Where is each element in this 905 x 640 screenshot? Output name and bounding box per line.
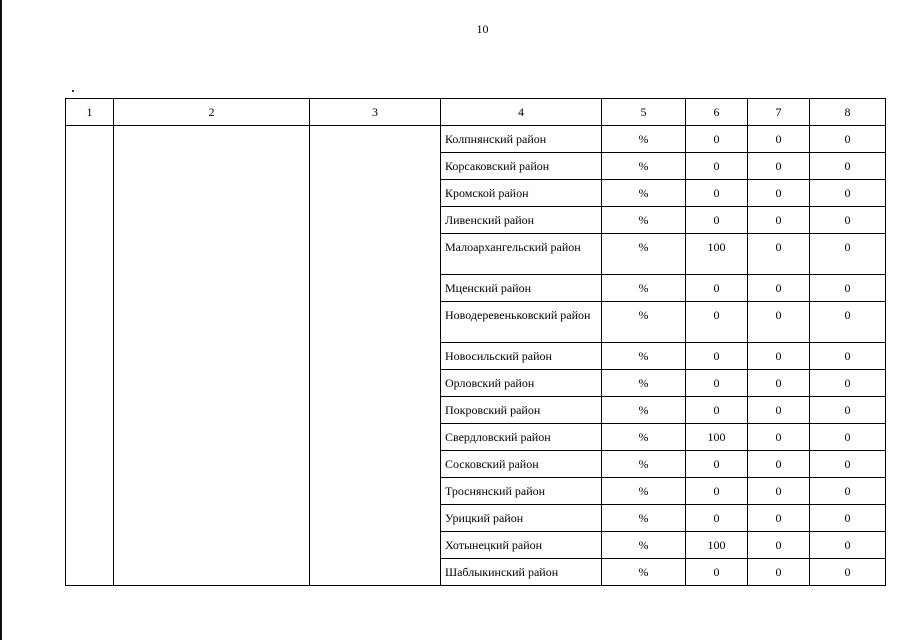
- value-col6: 0: [686, 478, 748, 505]
- value-col7: 0: [748, 559, 810, 586]
- value-col6: 0: [686, 397, 748, 424]
- district-name: Корсаковский район: [441, 153, 602, 180]
- unit-cell: %: [602, 370, 686, 397]
- value-col7: 0: [748, 397, 810, 424]
- value-col8: 0: [810, 153, 886, 180]
- value-col6: 0: [686, 153, 748, 180]
- value-col8: 0: [810, 343, 886, 370]
- col-header-1: 1: [66, 99, 114, 126]
- district-name: Урицкий район: [441, 505, 602, 532]
- district-name: Ливенский район: [441, 207, 602, 234]
- value-col7: 0: [748, 153, 810, 180]
- value-col7: 0: [748, 370, 810, 397]
- value-col6: 0: [686, 180, 748, 207]
- value-col6: 0: [686, 275, 748, 302]
- table-body: [66, 126, 886, 586]
- scan-dot: [72, 90, 74, 92]
- value-col8: 0: [810, 126, 886, 153]
- value-col8: 0: [810, 275, 886, 302]
- value-col6: 0: [686, 370, 748, 397]
- value-col7: 0: [748, 126, 810, 153]
- value-col6: 0: [686, 559, 748, 586]
- district-name: Новодеревеньковский район: [441, 302, 602, 343]
- district-name: Орловский район: [441, 370, 602, 397]
- district-name: Покровский район: [441, 397, 602, 424]
- unit-cell: %: [602, 126, 686, 153]
- district-name: Троснянский район: [441, 478, 602, 505]
- unit-cell: %: [602, 397, 686, 424]
- col-header-5: 5: [602, 99, 686, 126]
- value-col6: 0: [686, 207, 748, 234]
- unit-cell: %: [602, 424, 686, 451]
- value-col7: 0: [748, 207, 810, 234]
- unit-cell: %: [602, 451, 686, 478]
- col-header-6: 6: [686, 99, 748, 126]
- value-col8: 0: [810, 424, 886, 451]
- unit-cell: %: [602, 275, 686, 302]
- unit-cell: %: [602, 478, 686, 505]
- value-col8: 0: [810, 478, 886, 505]
- unit-cell: %: [602, 532, 686, 559]
- unit-cell: %: [602, 343, 686, 370]
- value-col8: 0: [810, 207, 886, 234]
- value-col6: 0: [686, 343, 748, 370]
- header-row: [66, 99, 886, 126]
- col-header-3: 3: [310, 99, 441, 126]
- col-header-4: 4: [441, 99, 602, 126]
- value-col6: 100: [686, 424, 748, 451]
- value-col8: 0: [810, 302, 886, 343]
- value-col8: 0: [810, 532, 886, 559]
- merged-cell-col2: [114, 126, 310, 586]
- value-col7: 0: [748, 275, 810, 302]
- district-name: Колпнянский район: [441, 126, 602, 153]
- value-col8: 0: [810, 505, 886, 532]
- district-name: Мценский район: [441, 275, 602, 302]
- district-table: [65, 98, 886, 586]
- col-header-7: 7: [748, 99, 810, 126]
- value-col7: 0: [748, 180, 810, 207]
- unit-cell: %: [602, 234, 686, 275]
- value-col7: 0: [748, 424, 810, 451]
- district-name: Свердловский район: [441, 424, 602, 451]
- scan-left-edge: [0, 0, 2, 640]
- value-col6: 100: [686, 234, 748, 275]
- value-col7: 0: [748, 451, 810, 478]
- value-col7: 0: [748, 302, 810, 343]
- value-col7: 0: [748, 532, 810, 559]
- table-row: [66, 126, 886, 153]
- value-col6: 0: [686, 451, 748, 478]
- value-col8: 0: [810, 370, 886, 397]
- page-number: 10: [476, 22, 489, 36]
- value-col7: 0: [748, 343, 810, 370]
- district-name: Новосильский район: [441, 343, 602, 370]
- value-col7: 0: [748, 478, 810, 505]
- merged-cell-col1: [66, 126, 114, 586]
- value-col6: 100: [686, 532, 748, 559]
- value-col8: 0: [810, 180, 886, 207]
- district-name: Хотынецкий район: [441, 532, 602, 559]
- value-col8: 0: [810, 234, 886, 275]
- value-col7: 0: [748, 234, 810, 275]
- district-name: Шаблыкинский район: [441, 559, 602, 586]
- unit-cell: %: [602, 153, 686, 180]
- unit-cell: %: [602, 505, 686, 532]
- district-name: Сосковский район: [441, 451, 602, 478]
- value-col6: 0: [686, 302, 748, 343]
- unit-cell: %: [602, 302, 686, 343]
- value-col8: 0: [810, 559, 886, 586]
- value-col8: 0: [810, 397, 886, 424]
- district-name: Кромской район: [441, 180, 602, 207]
- unit-cell: %: [602, 207, 686, 234]
- value-col6: 0: [686, 126, 748, 153]
- col-header-8: 8: [810, 99, 886, 126]
- unit-cell: %: [602, 180, 686, 207]
- district-name: Малоархангельский район: [441, 234, 602, 275]
- unit-cell: %: [602, 559, 686, 586]
- value-col6: 0: [686, 505, 748, 532]
- value-col8: 0: [810, 451, 886, 478]
- col-header-2: 2: [114, 99, 310, 126]
- merged-cell-col3: [310, 126, 441, 586]
- value-col7: 0: [748, 505, 810, 532]
